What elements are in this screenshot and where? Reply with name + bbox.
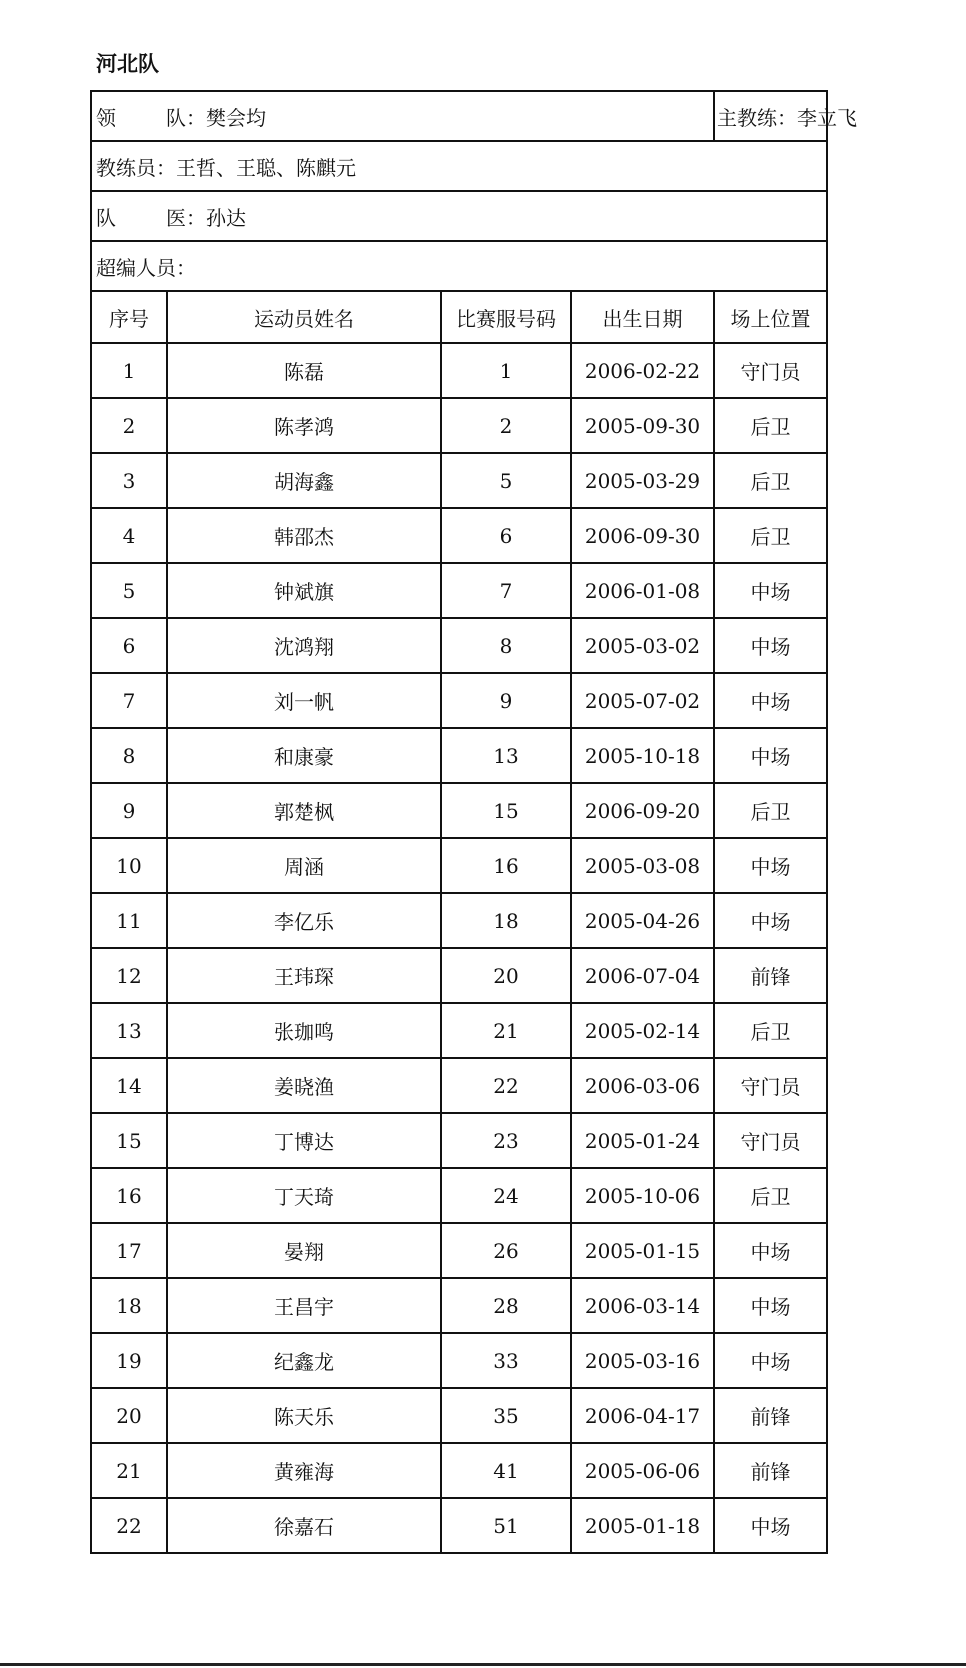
cell-position: 守门员 bbox=[714, 1113, 827, 1168]
roster-table bbox=[90, 90, 857, 1554]
cell-birth-date: 2006-01-08 bbox=[571, 563, 714, 618]
head-coach-label: 主教练： bbox=[717, 105, 797, 130]
cell-birth-date: 2006-09-20 bbox=[571, 783, 714, 838]
cell-birth-date: 2005-10-06 bbox=[571, 1168, 714, 1223]
doctor-row bbox=[91, 191, 827, 241]
col-header-no: 序号 bbox=[91, 291, 167, 343]
cell-no: 19 bbox=[91, 1333, 167, 1388]
doctor-cell bbox=[91, 191, 827, 241]
cell-jersey-number: 22 bbox=[441, 1058, 571, 1113]
cell-no: 7 bbox=[91, 673, 167, 728]
table-row bbox=[91, 783, 827, 838]
cell-position: 后卫 bbox=[714, 453, 827, 508]
table-row bbox=[91, 1443, 827, 1498]
cell-player-name: 陈孝鸿 bbox=[167, 398, 441, 453]
cell-jersey-number: 9 bbox=[441, 673, 571, 728]
head-coach-name: 李立飞 bbox=[797, 105, 857, 130]
cell-jersey-number: 16 bbox=[441, 838, 571, 893]
cell-position: 守门员 bbox=[714, 1058, 827, 1113]
col-header-name: 运动员姓名 bbox=[167, 291, 441, 343]
table-row bbox=[91, 563, 827, 618]
table-row bbox=[91, 948, 827, 1003]
cell-position: 中场 bbox=[714, 1278, 827, 1333]
cell-jersey-number: 23 bbox=[441, 1113, 571, 1168]
cell-jersey-number: 20 bbox=[441, 948, 571, 1003]
cell-position: 前锋 bbox=[714, 1443, 827, 1498]
doctor-label-b: 医： bbox=[166, 205, 206, 230]
cell-player-name: 王昌宇 bbox=[167, 1278, 441, 1333]
cell-birth-date: 2005-06-06 bbox=[571, 1443, 714, 1498]
cell-jersey-number: 35 bbox=[441, 1388, 571, 1443]
cell-position: 中场 bbox=[714, 618, 827, 673]
cell-birth-date: 2006-04-17 bbox=[571, 1388, 714, 1443]
cell-birth-date: 2005-03-02 bbox=[571, 618, 714, 673]
cell-no: 21 bbox=[91, 1443, 167, 1498]
cell-jersey-number: 21 bbox=[441, 1003, 571, 1058]
cell-no: 14 bbox=[91, 1058, 167, 1113]
extra-staff-label: 超编人员： bbox=[96, 255, 196, 280]
table-row bbox=[91, 508, 827, 563]
cell-position: 中场 bbox=[714, 893, 827, 948]
cell-position: 中场 bbox=[714, 1223, 827, 1278]
table-header-row bbox=[91, 291, 827, 343]
cell-birth-date: 2005-09-30 bbox=[571, 398, 714, 453]
cell-player-name: 王玮琛 bbox=[167, 948, 441, 1003]
leader-label-b: 队： bbox=[166, 105, 206, 130]
cell-player-name: 周涵 bbox=[167, 838, 441, 893]
cell-position: 中场 bbox=[714, 563, 827, 618]
doctor-label-a: 队 bbox=[96, 205, 116, 230]
cell-position: 守门员 bbox=[714, 343, 827, 398]
cell-jersey-number: 26 bbox=[441, 1223, 571, 1278]
col-header-jersey: 比赛服号码 bbox=[441, 291, 571, 343]
cell-birth-date: 2005-04-26 bbox=[571, 893, 714, 948]
cell-position: 后卫 bbox=[714, 1168, 827, 1223]
cell-birth-date: 2005-07-02 bbox=[571, 673, 714, 728]
cell-position: 前锋 bbox=[714, 948, 827, 1003]
table-row bbox=[91, 453, 827, 508]
cell-birth-date: 2006-03-06 bbox=[571, 1058, 714, 1113]
cell-player-name: 李亿乐 bbox=[167, 893, 441, 948]
table-row bbox=[91, 1223, 827, 1278]
cell-no: 12 bbox=[91, 948, 167, 1003]
coaches-row bbox=[91, 141, 827, 191]
cell-position: 后卫 bbox=[714, 508, 827, 563]
cell-no: 20 bbox=[91, 1388, 167, 1443]
col-header-birth: 出生日期 bbox=[571, 291, 714, 343]
leader-name: 樊会均 bbox=[206, 105, 266, 130]
table-row bbox=[91, 1278, 827, 1333]
table-row bbox=[91, 1333, 827, 1388]
cell-player-name: 徐嘉石 bbox=[167, 1498, 441, 1553]
cell-jersey-number: 6 bbox=[441, 508, 571, 563]
cell-player-name: 韩邵杰 bbox=[167, 508, 441, 563]
cell-player-name: 晏翔 bbox=[167, 1223, 441, 1278]
cell-no: 18 bbox=[91, 1278, 167, 1333]
cell-player-name: 胡海鑫 bbox=[167, 453, 441, 508]
table-row bbox=[91, 343, 827, 398]
cell-no: 2 bbox=[91, 398, 167, 453]
cell-no: 4 bbox=[91, 508, 167, 563]
col-header-position: 场上位置 bbox=[714, 291, 827, 343]
table-row bbox=[91, 618, 827, 673]
cell-jersey-number: 51 bbox=[441, 1498, 571, 1553]
table-row bbox=[91, 673, 827, 728]
cell-no: 15 bbox=[91, 1113, 167, 1168]
cell-no: 10 bbox=[91, 838, 167, 893]
cell-no: 9 bbox=[91, 783, 167, 838]
cell-jersey-number: 41 bbox=[441, 1443, 571, 1498]
cell-position: 中场 bbox=[714, 673, 827, 728]
cell-birth-date: 2006-07-04 bbox=[571, 948, 714, 1003]
cell-player-name: 沈鸿翔 bbox=[167, 618, 441, 673]
leader-label-a: 领 bbox=[96, 105, 116, 130]
coaches-label: 教练员： bbox=[96, 155, 176, 180]
table-row bbox=[91, 838, 827, 893]
cell-position: 中场 bbox=[714, 838, 827, 893]
cell-player-name: 黄雍海 bbox=[167, 1443, 441, 1498]
cell-birth-date: 2005-01-15 bbox=[571, 1223, 714, 1278]
cell-birth-date: 2006-02-22 bbox=[571, 343, 714, 398]
cell-player-name: 刘一帆 bbox=[167, 673, 441, 728]
cell-no: 8 bbox=[91, 728, 167, 783]
cell-jersey-number: 24 bbox=[441, 1168, 571, 1223]
cell-player-name: 钟斌旗 bbox=[167, 563, 441, 618]
cell-birth-date: 2005-01-18 bbox=[571, 1498, 714, 1553]
cell-no: 6 bbox=[91, 618, 167, 673]
cell-no: 22 bbox=[91, 1498, 167, 1553]
cell-jersey-number: 15 bbox=[441, 783, 571, 838]
cell-no: 1 bbox=[91, 343, 167, 398]
cell-jersey-number: 5 bbox=[441, 453, 571, 508]
cell-birth-date: 2005-02-14 bbox=[571, 1003, 714, 1058]
cell-position: 后卫 bbox=[714, 783, 827, 838]
cell-jersey-number: 33 bbox=[441, 1333, 571, 1388]
table-row bbox=[91, 1058, 827, 1113]
cell-birth-date: 2005-10-18 bbox=[571, 728, 714, 783]
extra-staff-cell bbox=[91, 241, 827, 291]
head-coach-cell bbox=[714, 91, 857, 141]
cell-jersey-number: 28 bbox=[441, 1278, 571, 1333]
cell-position: 中场 bbox=[714, 1498, 827, 1553]
table-row bbox=[91, 1003, 827, 1058]
cell-position: 中场 bbox=[714, 1333, 827, 1388]
team-leader-cell bbox=[91, 91, 714, 141]
cell-no: 11 bbox=[91, 893, 167, 948]
cell-player-name: 和康豪 bbox=[167, 728, 441, 783]
bottom-rule bbox=[0, 1663, 966, 1666]
cell-position: 中场 bbox=[714, 728, 827, 783]
cell-no: 16 bbox=[91, 1168, 167, 1223]
cell-birth-date: 2005-03-08 bbox=[571, 838, 714, 893]
leader-row bbox=[91, 91, 827, 141]
cell-birth-date: 2006-09-30 bbox=[571, 508, 714, 563]
cell-player-name: 陈磊 bbox=[167, 343, 441, 398]
cell-player-name: 郭楚枫 bbox=[167, 783, 441, 838]
cell-position: 前锋 bbox=[714, 1388, 827, 1443]
cell-jersey-number: 2 bbox=[441, 398, 571, 453]
cell-no: 17 bbox=[91, 1223, 167, 1278]
table-row bbox=[91, 1388, 827, 1443]
table-row bbox=[91, 1113, 827, 1168]
cell-player-name: 纪鑫龙 bbox=[167, 1333, 441, 1388]
coaches-cell bbox=[91, 141, 827, 191]
cell-no: 5 bbox=[91, 563, 167, 618]
cell-player-name: 丁天琦 bbox=[167, 1168, 441, 1223]
cell-jersey-number: 1 bbox=[441, 343, 571, 398]
cell-player-name: 丁博达 bbox=[167, 1113, 441, 1168]
cell-jersey-number: 7 bbox=[441, 563, 571, 618]
table-row bbox=[91, 1498, 827, 1553]
extra-staff-row bbox=[91, 241, 827, 291]
cell-no: 3 bbox=[91, 453, 167, 508]
table-row bbox=[91, 1168, 827, 1223]
cell-birth-date: 2005-03-16 bbox=[571, 1333, 714, 1388]
cell-jersey-number: 18 bbox=[441, 893, 571, 948]
cell-jersey-number: 8 bbox=[441, 618, 571, 673]
cell-player-name: 姜晓渔 bbox=[167, 1058, 441, 1113]
team-title: 河北队 bbox=[96, 52, 159, 76]
doctor-name: 孙达 bbox=[206, 205, 246, 230]
cell-player-name: 张珈鸣 bbox=[167, 1003, 441, 1058]
cell-player-name: 陈天乐 bbox=[167, 1388, 441, 1443]
cell-no: 13 bbox=[91, 1003, 167, 1058]
cell-position: 后卫 bbox=[714, 398, 827, 453]
coaches-names: 王哲、王聪、陈麒元 bbox=[176, 155, 356, 180]
cell-birth-date: 2005-01-24 bbox=[571, 1113, 714, 1168]
cell-jersey-number: 13 bbox=[441, 728, 571, 783]
cell-birth-date: 2006-03-14 bbox=[571, 1278, 714, 1333]
cell-position: 后卫 bbox=[714, 1003, 827, 1058]
table-row bbox=[91, 893, 827, 948]
table-row bbox=[91, 398, 827, 453]
table-row bbox=[91, 728, 827, 783]
cell-birth-date: 2005-03-29 bbox=[571, 453, 714, 508]
